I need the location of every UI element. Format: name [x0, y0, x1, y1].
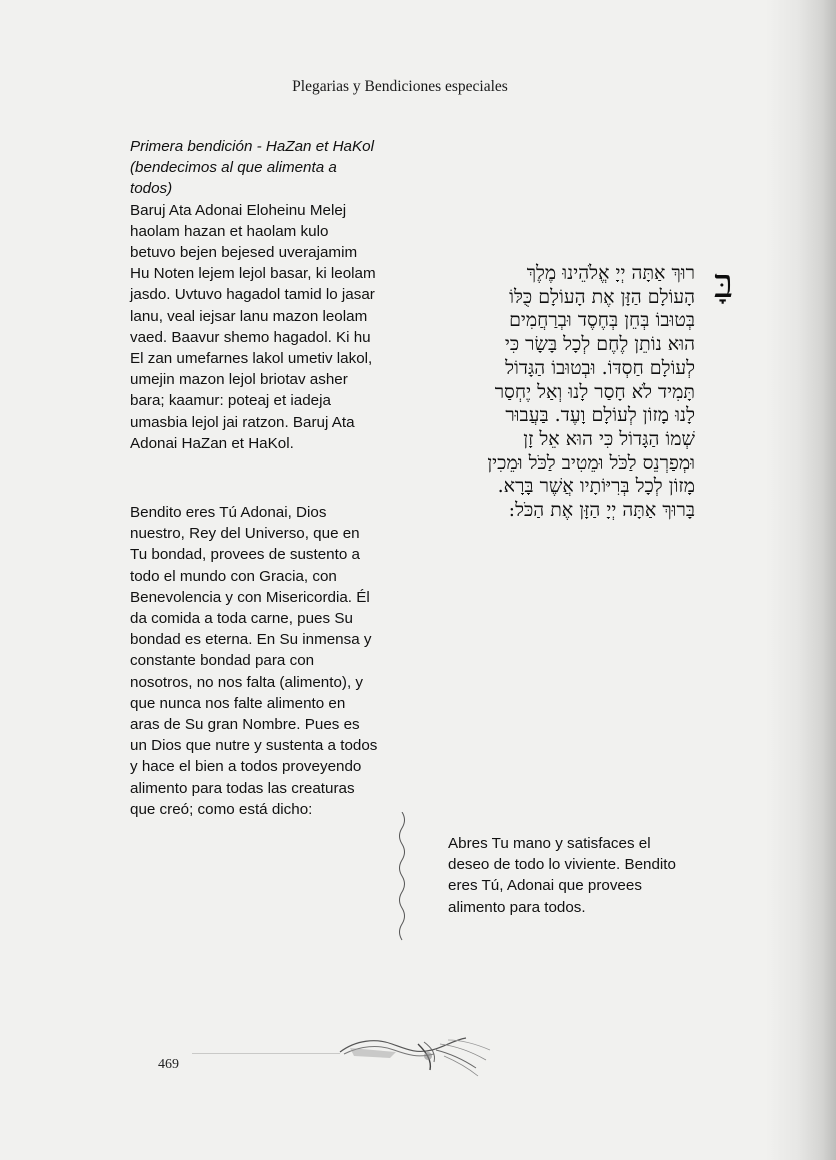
hebrew-line: שְׁמוֹ הַגָּדוֹל כִּי הוּא אֵל זָן	[523, 427, 695, 450]
verse-translation: Abres Tu mano y satisfaces el deseo de todo lo viviente. Bendito eres Tú, Adonai que provees alimento para todos.	[448, 835, 676, 916]
hebrew-line: בָּרוּךְ אַתָּה יְיָ הַזָּן אֶת הַכֹּל:	[508, 499, 695, 522]
footer-ornament-icon	[336, 1030, 496, 1078]
right-column	[448, 833, 688, 918]
running-header: Plegarias y Bendiciones especiales	[292, 78, 508, 95]
blessing-intro-italic: Primera bendición - HaZan et HaKol (bendecimos al que alimenta a todos)	[130, 138, 374, 198]
hebrew-line: הָעוֹלָם הַזָּן אֶת הָעוֹלָם כֻּלּוֹ	[509, 285, 695, 308]
hebrew-line: הוּא נוֹתֵן לֶחֶם לְכָל בָּשָׂר כִּי	[504, 333, 695, 356]
hebrew-line: מָזוֹן לְכָל בְּרִיּוֹתָיו אֲשֶׁר בָּרָא.	[497, 475, 695, 498]
hebrew-line: וּמְפַרְנֵס לַכֹּל וּמֵטִיב לַכֹּל וּמֵכִין	[487, 451, 695, 474]
blessing-translation: Bendito eres Tú Adonai, Dios nuestro, Rey del Universo, que en Tu bondad, provees de sustento a todo el mundo con Gracia, con Benevolencia y con Misericordia. Él da comida a toda carne, pues Su bondad es eterna. En Su inmensa y constante bondad para con nosotros, no nos falta (alimento), y que nunca nos falte alimento en aras de Su gran Nombre. Pues es un Dios que nutre y sustenta a todos y hace el bien a todos proveyendo alimento para todas las creaturas que creó; como está dicho:	[130, 504, 378, 818]
hebrew-line: תָּמִיד לֹא חָסַר לָנוּ וְאַל יֶחְסַר	[494, 380, 695, 403]
hebrew-line: רוּךְ אַתָּה יְיָ אֱלֹהֵינוּ מֶלֶךְ	[526, 262, 695, 284]
hebrew-line: בְּטוּבוֹ בְּחֵן בְּחֶסֶד וּבְרַחֲמִים	[509, 309, 695, 332]
hebrew-line: לְעוֹלָם חַסְדּוֹ. וּבְטוּבוֹ הַגָּדוֹל	[505, 356, 695, 379]
page-number: 469	[158, 1057, 179, 1072]
blessing-transliteration: Baruj Ata Adonai Eloheinu Melej haolam hazan et haolam kulo betuvo bejen bejesed uverajamim Hu Noten lejem lejol basar, ki leolam jasdo. Uvtuvo hagadol tamid lo jasar lanu, veal iejsar lanu mazon leolam vaed. Baavur shemo hagadol. Ki hu El zan umefarnes lakol umetiv lakol, umejin mazon lejol briotav asher bara; kaamur: poteaj et iadeja umasbia lejol jai ratzon. Baruj Ata Adonai HaZan et HaKol.	[130, 201, 376, 452]
wavy-divider	[396, 812, 408, 944]
hebrew-initial-letter: בָּ	[714, 261, 734, 307]
left-column	[130, 136, 378, 820]
footer-rule	[192, 1053, 340, 1054]
hebrew-line: לָנוּ מָזוֹן לְעוֹלָם וָעֶד. בַּעֲבוּר	[505, 404, 695, 427]
hebrew-blessing-text	[395, 262, 695, 523]
page-edge-shadow	[766, 0, 836, 1160]
